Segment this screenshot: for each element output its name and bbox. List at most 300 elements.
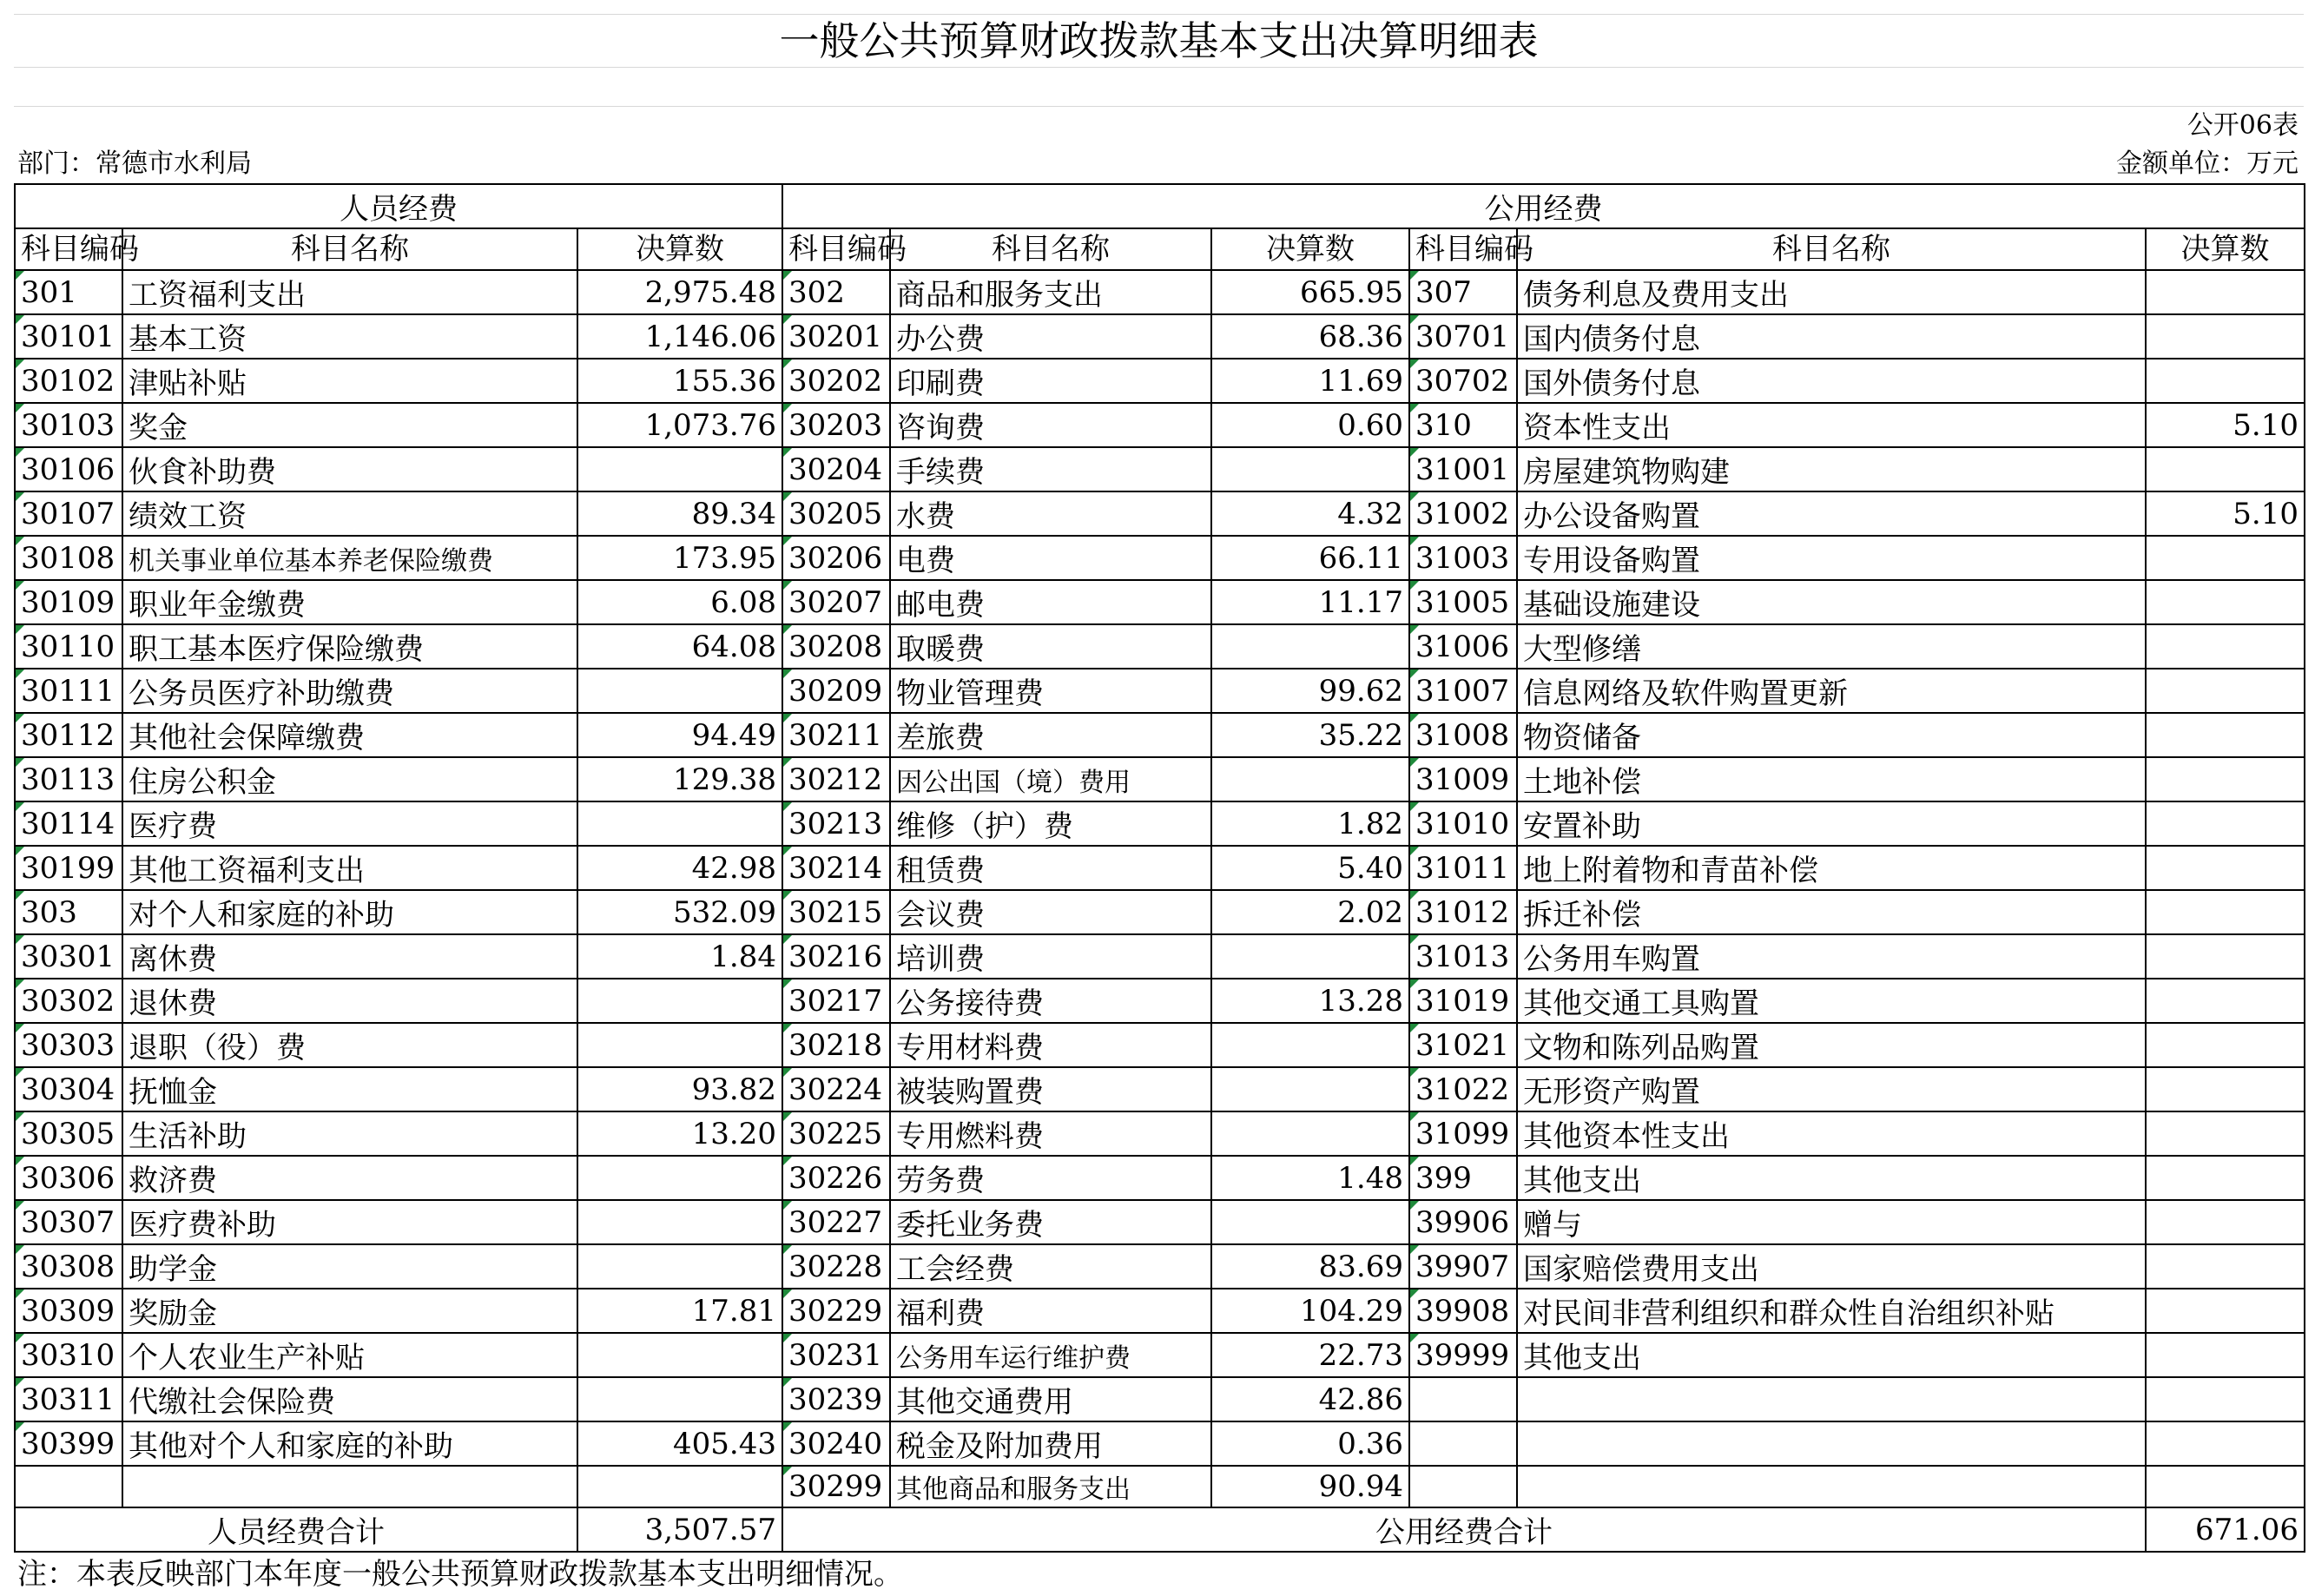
subject-code-cell: 30217	[782, 979, 890, 1023]
amount-cell	[2146, 669, 2305, 713]
subject-name-cell: 公务用车运行维护费	[890, 1333, 1211, 1377]
subject-name-cell: 奖励金	[122, 1289, 577, 1333]
amount-cell: 405.43	[577, 1421, 782, 1466]
subject-code-cell: 30201	[782, 314, 890, 359]
subject-code-cell: 30211	[782, 713, 890, 757]
amount-cell	[577, 1244, 782, 1289]
subject-code-cell: 399	[1409, 1156, 1517, 1200]
subject-name-cell: 医疗费	[122, 801, 577, 846]
amount-cell	[577, 1023, 782, 1067]
subject-name-cell: 债务利息及费用支出	[1517, 270, 2146, 314]
subject-name-cell: 电费	[890, 536, 1211, 580]
table-row	[15, 1111, 2305, 1156]
header-name-1: 科目名称	[122, 228, 577, 270]
amount-cell	[2146, 890, 2305, 934]
subject-name-cell	[122, 1466, 577, 1507]
subject-code-cell: 31010	[1409, 801, 1517, 846]
amount-cell	[577, 1156, 782, 1200]
amount-cell: 2,975.48	[577, 270, 782, 314]
subject-name-cell: 个人农业生产补贴	[122, 1333, 577, 1377]
amount-cell: 532.09	[577, 890, 782, 934]
subject-code-cell: 30110	[15, 624, 122, 669]
amount-cell	[577, 669, 782, 713]
subject-code-cell: 30231	[782, 1333, 890, 1377]
subject-name-cell: 邮电费	[890, 580, 1211, 624]
subject-code-cell: 31021	[1409, 1023, 1517, 1067]
expenditure-table	[14, 183, 2305, 1553]
amount-cell	[577, 801, 782, 846]
subject-code-cell: 30103	[15, 403, 122, 447]
table-row	[15, 846, 2305, 890]
amount-cell: 66.11	[1211, 536, 1409, 580]
amount-cell	[2146, 1244, 2305, 1289]
amount-cell	[2146, 1111, 2305, 1156]
subject-code-cell: 31001	[1409, 447, 1517, 491]
subject-name-cell: 救济费	[122, 1156, 577, 1200]
table-row	[15, 1067, 2305, 1111]
subject-name-cell: 津贴补贴	[122, 359, 577, 403]
table-row	[15, 1200, 2305, 1244]
subject-code-cell: 31019	[1409, 979, 1517, 1023]
table-row	[15, 1333, 2305, 1377]
subject-name-cell: 专用材料费	[890, 1023, 1211, 1067]
subject-code-cell: 30301	[15, 934, 122, 979]
subject-name-cell: 物资储备	[1517, 713, 2146, 757]
amount-cell	[2146, 1023, 2305, 1067]
subject-code-cell: 30113	[15, 757, 122, 801]
subject-name-cell: 退职（役）费	[122, 1023, 577, 1067]
amount-cell	[577, 1466, 782, 1507]
subject-name-cell: 代缴社会保险费	[122, 1377, 577, 1421]
amount-cell: 93.82	[577, 1067, 782, 1111]
amount-cell	[1211, 624, 1409, 669]
subject-code-cell: 30311	[15, 1377, 122, 1421]
subject-name-cell: 专用燃料费	[890, 1111, 1211, 1156]
subject-name-cell: 维修（护）费	[890, 801, 1211, 846]
table-row	[15, 1289, 2305, 1333]
subject-code-cell: 31007	[1409, 669, 1517, 713]
form-code-row	[14, 107, 2304, 145]
subject-name-cell: 公务接待费	[890, 979, 1211, 1023]
subject-name-cell	[1517, 1421, 2146, 1466]
subject-name-cell: 差旅费	[890, 713, 1211, 757]
amount-cell: 83.69	[1211, 1244, 1409, 1289]
amount-cell	[1211, 447, 1409, 491]
subject-name-cell: 劳务费	[890, 1156, 1211, 1200]
header-amount-1: 决算数	[577, 228, 782, 270]
subject-code-cell: 30306	[15, 1156, 122, 1200]
header-name-2: 科目名称	[890, 228, 1211, 270]
amount-cell	[2146, 447, 2305, 491]
subject-name-cell: 住房公积金	[122, 757, 577, 801]
subject-code-cell: 30309	[15, 1289, 122, 1333]
subject-code-cell: 30240	[782, 1421, 890, 1466]
subject-name-cell: 办公费	[890, 314, 1211, 359]
table-row	[15, 1466, 2305, 1507]
amount-cell	[2146, 801, 2305, 846]
amount-cell: 1,146.06	[577, 314, 782, 359]
table-row	[15, 1377, 2305, 1421]
subject-name-cell: 绩效工资	[122, 491, 577, 536]
subject-name-cell: 其他资本性支出	[1517, 1111, 2146, 1156]
subject-name-cell: 其他商品和服务支出	[890, 1466, 1211, 1507]
amount-cell: 665.95	[1211, 270, 1409, 314]
subject-name-cell: 离休费	[122, 934, 577, 979]
subject-code-cell: 30216	[782, 934, 890, 979]
personnel-total-value: 3,507.57	[577, 1507, 782, 1552]
subject-name-cell: 办公设备购置	[1517, 491, 2146, 536]
subject-name-cell: 生活补助	[122, 1111, 577, 1156]
amount-cell: 64.08	[577, 624, 782, 669]
subject-code-cell: 31002	[1409, 491, 1517, 536]
table-title: 一般公共预算财政拨款基本支出决算明细表	[14, 14, 2304, 68]
amount-cell	[2146, 580, 2305, 624]
subject-code-cell	[1409, 1377, 1517, 1421]
subject-code-cell: 30204	[782, 447, 890, 491]
subject-name-cell: 国内债务付息	[1517, 314, 2146, 359]
subject-code-cell: 30307	[15, 1200, 122, 1244]
subject-name-cell: 被装购置费	[890, 1067, 1211, 1111]
subject-name-cell	[1517, 1377, 2146, 1421]
subject-code-cell: 30229	[782, 1289, 890, 1333]
subject-name-cell: 税金及附加费用	[890, 1421, 1211, 1466]
amount-cell: 1.84	[577, 934, 782, 979]
subject-code-cell: 31012	[1409, 890, 1517, 934]
amount-cell: 1.48	[1211, 1156, 1409, 1200]
subject-name-cell: 工资福利支出	[122, 270, 577, 314]
amount-cell: 129.38	[577, 757, 782, 801]
subject-code-cell: 39999	[1409, 1333, 1517, 1377]
subject-name-cell: 其他交通费用	[890, 1377, 1211, 1421]
amount-cell: 99.62	[1211, 669, 1409, 713]
amount-cell	[1211, 1023, 1409, 1067]
subject-name-cell: 奖金	[122, 403, 577, 447]
amount-cell: 13.20	[577, 1111, 782, 1156]
table-row	[15, 713, 2305, 757]
amount-cell: 35.22	[1211, 713, 1409, 757]
subject-code-cell: 30303	[15, 1023, 122, 1067]
subject-name-cell: 退休费	[122, 979, 577, 1023]
subject-code-cell: 31099	[1409, 1111, 1517, 1156]
amount-cell	[2146, 1156, 2305, 1200]
subject-name-cell: 土地补偿	[1517, 757, 2146, 801]
totals-row	[15, 1507, 2305, 1552]
amount-cell: 104.29	[1211, 1289, 1409, 1333]
column-header-row	[15, 228, 2305, 270]
amount-cell	[577, 1200, 782, 1244]
table-row	[15, 1156, 2305, 1200]
subject-name-cell: 培训费	[890, 934, 1211, 979]
subject-name-cell: 专用设备购置	[1517, 536, 2146, 580]
amount-cell	[2146, 359, 2305, 403]
subject-code-cell: 30205	[782, 491, 890, 536]
amount-cell: 11.17	[1211, 580, 1409, 624]
subject-code-cell: 30228	[782, 1244, 890, 1289]
amount-cell: 0.60	[1211, 403, 1409, 447]
table-row	[15, 536, 2305, 580]
amount-cell	[2146, 314, 2305, 359]
subject-code-cell: 30108	[15, 536, 122, 580]
subject-code-cell	[1409, 1421, 1517, 1466]
subject-code-cell: 30239	[782, 1377, 890, 1421]
subject-code-cell: 31009	[1409, 757, 1517, 801]
table-row	[15, 1023, 2305, 1067]
subject-name-cell: 地上附着物和青苗补偿	[1517, 846, 2146, 890]
subject-code-cell: 31013	[1409, 934, 1517, 979]
table-row	[15, 447, 2305, 491]
amount-cell: 4.32	[1211, 491, 1409, 536]
subject-code-cell: 30202	[782, 359, 890, 403]
amount-cell: 173.95	[577, 536, 782, 580]
amount-cell: 22.73	[1211, 1333, 1409, 1377]
amount-cell	[2146, 934, 2305, 979]
subject-name-cell: 因公出国（境）费用	[890, 757, 1211, 801]
subject-name-cell: 机关事业单位基本养老保险缴费	[122, 536, 577, 580]
table-row	[15, 403, 2305, 447]
amount-cell	[577, 447, 782, 491]
subject-name-cell: 对个人和家庭的补助	[122, 890, 577, 934]
subject-code-cell: 30212	[782, 757, 890, 801]
subject-name-cell: 资本性支出	[1517, 403, 2146, 447]
header-code-3: 科目编码	[1409, 228, 1517, 270]
header-code-2: 科目编码	[782, 228, 890, 270]
subject-code-cell: 30106	[15, 447, 122, 491]
subject-code-cell: 30112	[15, 713, 122, 757]
subject-name-cell: 国家赔偿费用支出	[1517, 1244, 2146, 1289]
subject-code-cell: 301	[15, 270, 122, 314]
amount-cell: 6.08	[577, 580, 782, 624]
subject-name-cell: 职工基本医疗保险缴费	[122, 624, 577, 669]
amount-cell	[577, 1377, 782, 1421]
amount-cell	[2146, 1421, 2305, 1466]
amount-cell	[2146, 270, 2305, 314]
department-row	[14, 145, 2304, 183]
subject-name-cell: 其他支出	[1517, 1333, 2146, 1377]
amount-cell	[577, 1333, 782, 1377]
personnel-section-header: 人员经费	[15, 184, 782, 228]
subject-code-cell: 307	[1409, 270, 1517, 314]
subject-code-cell: 30224	[782, 1067, 890, 1111]
subject-code-cell: 31022	[1409, 1067, 1517, 1111]
amount-cell	[2146, 846, 2305, 890]
subject-code-cell: 30302	[15, 979, 122, 1023]
footnote: 注：本表反映部门本年度一般公共预算财政拨款基本支出明细情况。	[17, 1557, 903, 1592]
subject-name-cell: 水费	[890, 491, 1211, 536]
table-row	[15, 801, 2305, 846]
header-name-3: 科目名称	[1517, 228, 2146, 270]
subject-code-cell: 30702	[1409, 359, 1517, 403]
subject-name-cell: 信息网络及软件购置更新	[1517, 669, 2146, 713]
amount-cell: 13.28	[1211, 979, 1409, 1023]
subject-name-cell: 其他工资福利支出	[122, 846, 577, 890]
section-header-row	[15, 184, 2305, 228]
subject-name-cell: 手续费	[890, 447, 1211, 491]
header-amount-3: 决算数	[2146, 228, 2305, 270]
subject-name-cell: 无形资产购置	[1517, 1067, 2146, 1111]
table-row	[15, 580, 2305, 624]
subject-name-cell: 拆迁补偿	[1517, 890, 2146, 934]
amount-cell	[2146, 1333, 2305, 1377]
amount-cell	[2146, 536, 2305, 580]
amount-cell	[2146, 1377, 2305, 1421]
blank-row	[14, 68, 2304, 107]
subject-code-cell: 30203	[782, 403, 890, 447]
subject-code-cell: 31011	[1409, 846, 1517, 890]
subject-name-cell: 会议费	[890, 890, 1211, 934]
table-row	[15, 624, 2305, 669]
subject-name-cell: 其他社会保障缴费	[122, 713, 577, 757]
amount-cell: 1,073.76	[577, 403, 782, 447]
amount-cell: 68.36	[1211, 314, 1409, 359]
subject-code-cell: 30208	[782, 624, 890, 669]
table-row	[15, 1244, 2305, 1289]
amount-cell	[1211, 1200, 1409, 1244]
amount-cell: 2.02	[1211, 890, 1409, 934]
amount-cell	[1211, 934, 1409, 979]
table-row	[15, 270, 2305, 314]
subject-name-cell: 赠与	[1517, 1200, 2146, 1244]
amount-cell: 89.34	[577, 491, 782, 536]
subject-name-cell: 其他对个人和家庭的补助	[122, 1421, 577, 1466]
table-row	[15, 669, 2305, 713]
subject-name-cell: 国外债务付息	[1517, 359, 2146, 403]
amount-cell	[2146, 757, 2305, 801]
subject-code-cell: 39906	[1409, 1200, 1517, 1244]
subject-code-cell: 30215	[782, 890, 890, 934]
amount-cell	[2146, 1466, 2305, 1507]
amount-cell: 17.81	[577, 1289, 782, 1333]
subject-code-cell: 39907	[1409, 1244, 1517, 1289]
subject-code-cell: 30299	[782, 1466, 890, 1507]
subject-code-cell: 30225	[782, 1111, 890, 1156]
amount-cell	[2146, 624, 2305, 669]
subject-name-cell: 伙食补助费	[122, 447, 577, 491]
subject-name-cell: 公务用车购置	[1517, 934, 2146, 979]
amount-cell: 5.10	[2146, 403, 2305, 447]
table-row	[15, 890, 2305, 934]
subject-code-cell: 30213	[782, 801, 890, 846]
subject-name-cell: 基础设施建设	[1517, 580, 2146, 624]
subject-name-cell: 租赁费	[890, 846, 1211, 890]
amount-cell	[1211, 1067, 1409, 1111]
subject-name-cell: 取暖费	[890, 624, 1211, 669]
subject-code-cell: 30304	[15, 1067, 122, 1111]
subject-code-cell: 310	[1409, 403, 1517, 447]
amount-cell	[2146, 979, 2305, 1023]
subject-name-cell: 福利费	[890, 1289, 1211, 1333]
header-amount-2: 决算数	[1211, 228, 1409, 270]
subject-name-cell: 工会经费	[890, 1244, 1211, 1289]
subject-name-cell: 助学金	[122, 1244, 577, 1289]
amount-cell: 42.86	[1211, 1377, 1409, 1421]
subject-code-cell	[1409, 1466, 1517, 1507]
subject-code-cell: 30701	[1409, 314, 1517, 359]
personnel-total-label: 人员经费合计	[15, 1507, 577, 1552]
amount-cell: 90.94	[1211, 1466, 1409, 1507]
subject-name-cell: 职业年金缴费	[122, 580, 577, 624]
amount-cell	[577, 979, 782, 1023]
subject-code-cell: 30214	[782, 846, 890, 890]
amount-cell: 11.69	[1211, 359, 1409, 403]
subject-code-cell: 39908	[1409, 1289, 1517, 1333]
subject-code-cell: 302	[782, 270, 890, 314]
subject-name-cell: 抚恤金	[122, 1067, 577, 1111]
subject-name-cell: 医疗费补助	[122, 1200, 577, 1244]
table-row	[15, 491, 2305, 536]
subject-code-cell: 30399	[15, 1421, 122, 1466]
subject-name-cell: 对民间非营利组织和群众性自治组织补贴	[1517, 1289, 2146, 1333]
subject-code-cell: 30310	[15, 1333, 122, 1377]
subject-name-cell: 物业管理费	[890, 669, 1211, 713]
amount-cell	[1211, 757, 1409, 801]
public-section-header: 公用经费	[782, 184, 2305, 228]
amount-cell: 1.82	[1211, 801, 1409, 846]
subject-code-cell: 30227	[782, 1200, 890, 1244]
subject-code-cell: 31003	[1409, 536, 1517, 580]
unit-label: 金额单位：万元	[2116, 148, 2299, 179]
subject-code-cell: 30111	[15, 669, 122, 713]
department-label: 部门：常德市水利局	[17, 148, 252, 179]
subject-code-cell: 30226	[782, 1156, 890, 1200]
form-code: 公开06表	[2186, 110, 2299, 141]
amount-cell	[2146, 1200, 2305, 1244]
table-row	[15, 979, 2305, 1023]
subject-code-cell: 303	[15, 890, 122, 934]
subject-code-cell: 30209	[782, 669, 890, 713]
subject-name-cell: 印刷费	[890, 359, 1211, 403]
subject-name-cell: 房屋建筑物购建	[1517, 447, 2146, 491]
subject-name-cell: 安置补助	[1517, 801, 2146, 846]
subject-name-cell: 基本工资	[122, 314, 577, 359]
amount-cell: 5.10	[2146, 491, 2305, 536]
table-row	[15, 314, 2305, 359]
amount-cell: 5.40	[1211, 846, 1409, 890]
public-total-value: 671.06	[2146, 1507, 2305, 1552]
spreadsheet	[14, 14, 2304, 1596]
subject-name-cell: 咨询费	[890, 403, 1211, 447]
table-row	[15, 1421, 2305, 1466]
amount-cell: 94.49	[577, 713, 782, 757]
subject-code-cell: 30107	[15, 491, 122, 536]
subject-code-cell: 30114	[15, 801, 122, 846]
subject-code-cell: 30218	[782, 1023, 890, 1067]
subject-code-cell: 31008	[1409, 713, 1517, 757]
subject-code-cell: 30199	[15, 846, 122, 890]
subject-code-cell: 30206	[782, 536, 890, 580]
subject-name-cell: 大型修缮	[1517, 624, 2146, 669]
amount-cell	[2146, 1067, 2305, 1111]
public-total-label: 公用经费合计	[782, 1507, 2146, 1552]
table-row	[15, 757, 2305, 801]
subject-code-cell: 31006	[1409, 624, 1517, 669]
subject-code-cell: 30207	[782, 580, 890, 624]
subject-name-cell: 公务员医疗补助缴费	[122, 669, 577, 713]
subject-code-cell: 30102	[15, 359, 122, 403]
amount-cell	[2146, 713, 2305, 757]
table-row	[15, 359, 2305, 403]
amount-cell: 0.36	[1211, 1421, 1409, 1466]
header-code-1: 科目编码	[15, 228, 122, 270]
subject-code-cell: 31005	[1409, 580, 1517, 624]
amount-cell: 155.36	[577, 359, 782, 403]
subject-code-cell: 30101	[15, 314, 122, 359]
subject-code-cell: 30109	[15, 580, 122, 624]
amount-cell: 42.98	[577, 846, 782, 890]
subject-name-cell: 委托业务费	[890, 1200, 1211, 1244]
subject-name-cell: 文物和陈列品购置	[1517, 1023, 2146, 1067]
amount-cell	[2146, 1289, 2305, 1333]
subject-name-cell: 其他支出	[1517, 1156, 2146, 1200]
